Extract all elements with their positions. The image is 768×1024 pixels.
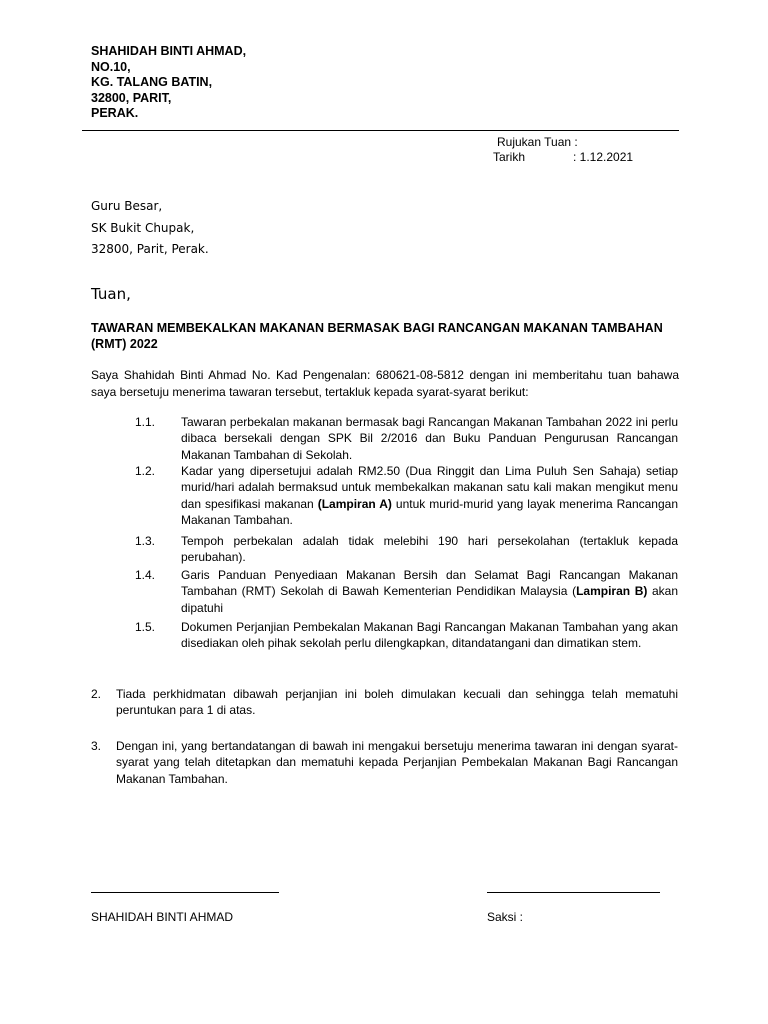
signature-line-right xyxy=(487,892,660,893)
clause-number: 1.3. xyxy=(135,534,156,548)
date-label: Tarikh xyxy=(493,150,526,164)
sender-address-line: NO.10, xyxy=(91,59,131,74)
sender-address-line: 32800, PARIT, xyxy=(91,90,172,105)
clause-number: 1.5. xyxy=(135,620,156,634)
sender-address-line: PERAK. xyxy=(91,106,139,120)
intro-paragraph: Saya Shahidah Binti Ahmad No. Kad Pengenalan: 680621-08-5812 dengan ini memberitahu tuan bahawa saya bersetuju menerima tawaran tersebut, tertakluk kepada syarat-syarat berikut: xyxy=(91,368,679,399)
clause-text: Tempoh perbekalan adalah tidak melebihi 190 hari persekolahan (tertakluk kepada perubahan). xyxy=(181,534,678,565)
reference-line: Rujukan Tuan : xyxy=(497,135,578,149)
lampiran-b-ref: Lampiran B) xyxy=(576,584,648,599)
salutation: Tuan, xyxy=(91,285,131,303)
signature-line-left xyxy=(91,892,279,893)
recipient-title: Guru Besar, xyxy=(91,199,163,213)
witness-label: Saksi : xyxy=(487,910,524,924)
sender-address-line: KG. TALANG BATIN, xyxy=(91,75,213,89)
recipient-school: SK Bukit Chupak, xyxy=(91,220,195,235)
letter-subject: TAWARAN MEMBEKALKAN MAKANAN BERMASAK BAGI RANCANGAN MAKANAN TAMBAHAN (RMT) 2022 xyxy=(91,321,663,351)
clause-text: Dokumen Perjanjian Pembekalan Makanan Bagi Rancangan Makanan Tambahan yang akan disediakan oleh pihak sekolah perlu dilengkapkan, ditandatangani dan dimatikan stem. xyxy=(181,620,678,651)
paragraph-text: Dengan ini, yang bertandatangan di bawah ini mengakui bersetuju menerima tawaran ini dengan syarat-syarat yang telah ditetapkan dan mematuhi kepada Perjanjian Pembekalan Makanan Bagi Rancangan Makanan Tambahan. xyxy=(116,739,678,786)
date-value: : 1.12.2021 xyxy=(573,150,634,164)
paragraph-number: 3. xyxy=(91,739,102,753)
recipient-location: 32800, Parit, Perak. xyxy=(91,242,209,256)
recipient-address xyxy=(91,196,209,261)
clause-number: 1.1. xyxy=(135,415,156,429)
paragraph-number: 2. xyxy=(91,687,102,701)
header-divider xyxy=(82,130,679,131)
lampiran-a-ref: (Lampiran A) xyxy=(317,496,392,511)
signatory-name: SHAHIDAH BINTI AHMAD xyxy=(91,910,234,924)
sender-name: SHAHIDAH BINTI AHMAD, xyxy=(91,44,247,58)
date-line xyxy=(493,150,633,165)
paragraph-text: Tiada perkhidmatan dibawah perjanjian ini boleh dimulakan kecuali dan sehingga telah mematuhi peruntukan para 1 di atas. xyxy=(116,687,678,718)
clause-text: Tawaran perbekalan makanan bermasak bagi Rancangan Makanan Tambahan 2022 ini perlu dibaca bersekali dengan SPK Bil 2/2016 dan Buku Panduan Pengurusan Rancangan Makanan Tambahan di Sekolah. xyxy=(181,415,678,462)
clause-number: 1.2. xyxy=(135,464,156,478)
clause-text: Kadar yang dipersetujui adalah RM2.50 (Dua Ringgit dan Lima Puluh Sen Sahaja) setiap murid/hari adalah bermaksud untuk membekalkan makanan satu kali makan mengikut menu dan spesifikasi makanan (Lampiran A) untuk murid-murid yang layak menerima Rancangan Makanan Tambahan. xyxy=(181,464,679,527)
clause-number: 1.4. xyxy=(135,568,156,582)
sender-address xyxy=(91,44,246,122)
clause-text: Garis Panduan Penyediaan Makanan Bersih dan Selamat Bagi Rancangan Makanan Tambahan (RMT) Sekolah di Bawah Kementerian Pendidikan Malaysia (Lampiran B) akan dipatuhi xyxy=(181,568,679,615)
